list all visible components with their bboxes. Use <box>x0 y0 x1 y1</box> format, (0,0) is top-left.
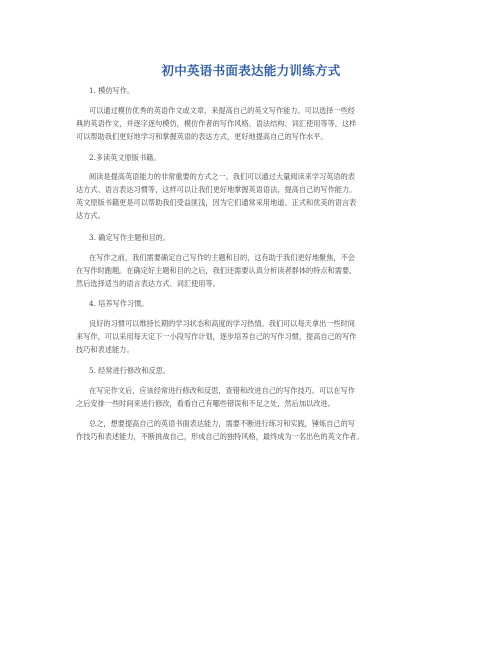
section-heading-2: 2.多读英文原版书籍。 <box>89 153 161 162</box>
section-paragraph-3 <box>76 251 432 290</box>
paragraph-line: 在写完作文后，应该经常进行修改和反思，查错和改进自己的写作技巧。可以在写作 <box>89 386 355 395</box>
section-heading-1: 1. 模仿写作。 <box>89 86 135 95</box>
paragraph-line: 在写作之前，我们需要确定自己写作的主题和目的，这有助于我们更好地聚焦，不会 <box>89 253 355 262</box>
paragraph-line: 达方式、语言表达习惯等，这样可以让我们更好地掌握英语语法，提高自己的写作能力。 <box>76 185 357 194</box>
paragraph-line: 英文原版书籍更是可以帮助我们受益匪浅，因为它们通常采用地道、正式和优美的语言表 <box>76 198 357 207</box>
section-heading-3: 3. 确定写作主题和目的。 <box>89 233 171 242</box>
paragraph-line: 良好的习惯可以维持长期的学习状态和高度的学习热情。我们可以每天拿出一些时间 <box>89 319 355 328</box>
section-heading-5: 5. 经常进行修改和反思。 <box>89 366 171 375</box>
section-paragraph-1 <box>76 104 432 143</box>
section-paragraph-2 <box>76 170 432 222</box>
section-paragraph-4 <box>76 317 432 356</box>
section-heading-4: 4. 培养写作习惯。 <box>89 299 149 308</box>
paragraph-line: 技巧和表述能力。 <box>76 345 134 354</box>
paragraph-line: 可以帮助我们更好地学习和掌握英语的表达方式，更好地提高自己的写作水平。 <box>76 132 328 141</box>
paragraph-line: 来写作，可以采用每天定下一小段写作计划，逐步培养自己的写作习惯，提高自己的写作 <box>76 332 357 341</box>
paragraph-line: 在写作时跑题。在确定好主题和目的之后，我们还需要认真分析读者群体的特点和需要， <box>76 266 357 275</box>
paragraph-line: 然后选择适当的语言表达方式、词汇使用等。 <box>76 279 220 288</box>
paragraph-line: 阅读是提高英语能力的非常重要的方式之一。我们可以通过大量阅读来学习英语的表 <box>89 172 355 181</box>
section-paragraph-5 <box>76 384 432 410</box>
paragraph-line: 可以通过模仿优秀的英语作文或文章，来提高自己的英文写作能力。可以选择一些经 <box>89 106 355 115</box>
paragraph-line: 总之，想要提高自己的英语书面表达能力，需要不断进行练习和实践，锤炼自己的写 <box>89 419 355 428</box>
document-title: 初中英语书面表达能力训练方式 <box>161 63 341 78</box>
paragraph-line: 之后安排一些时间来进行修改，看看自己有哪些错误和不足之处，然后加以改进。 <box>76 399 335 408</box>
paragraph-line: 作技巧和表述能力，不断挑战自己，形成自己的独特风格，最终成为一名出色的英文作者。 <box>76 432 364 441</box>
conclusion-paragraph <box>76 417 432 443</box>
paragraph-line: 典的英语作文，并逐字逐句模仿，模仿作者的写作风格、语法结构、词汇使用等等，这样 <box>76 119 357 128</box>
paragraph-line: 达方式。 <box>76 211 105 220</box>
